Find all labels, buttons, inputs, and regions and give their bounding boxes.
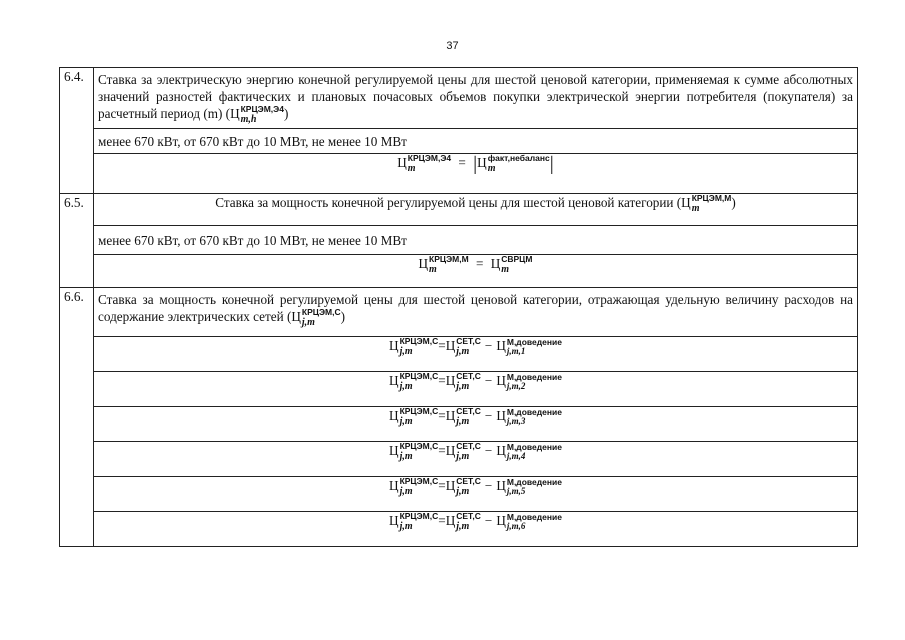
formula: Ц КРЦЭМ,С j,m =Ц СЕТ,С j,m − Ц М,доведение j,m,1 [94, 337, 858, 372]
title-text: Ставка за электрическую энергию конечной регулируемой цены для шестой ценовой категории, применяемая к сумме абсолютных значений разностей фактических и плановых почасовых объемов покупки электрической энергии потребителя (покупателя) за расчетный период (m) (Ц [98, 72, 853, 121]
abs-bar-left: | [473, 152, 478, 175]
section-number: 6.5. [60, 194, 94, 288]
formula: Ц КРЦЭМ,С j,m =Ц СЕТ,С j,m − Ц М,доведение j,m,6 [94, 512, 858, 547]
condition-text: менее 670 кВт, от 670 кВт до 10 МВт, не менее 10 МВт [94, 129, 858, 154]
section-title: Ставка за мощность конечной регулируемой цены для шестой ценовой категории (Ц КРЦЭМ,М m ) [94, 194, 858, 226]
section-6-4-header-row [60, 68, 858, 129]
section-6-4-condition-row [60, 129, 858, 154]
formula-row [60, 337, 858, 372]
section-6-5-formula-row [60, 255, 858, 288]
section-6-6-header-row [60, 288, 858, 337]
page-number: 37 [446, 40, 459, 52]
section-6-5-header-row [60, 194, 858, 226]
section-title: Ставка за электрическую энергию конечной регулируемой цены для шестой ценовой категории, применяемая к сумме абсолютных значений разностей фактических и плановых почасовых объемов покупки электрической энергии потребителя (покупателя) за расчетный период (m) (Ц КРЦЭМ,Э4 m,h ) [94, 68, 858, 129]
formula-row [60, 512, 858, 547]
formula-row [60, 442, 858, 477]
formula: Ц КРЦЭМ,С j,m =Ц СЕТ,С j,m − Ц М,доведение j,m,3 [94, 407, 858, 442]
formula-row [60, 477, 858, 512]
formula: Ц КРЦЭМ,М m = Ц СВРЦМ m [94, 255, 858, 288]
title-text: Ставка за мощность конечной регулируемой цены для шестой ценовой категории, отражающая удельную величину расходов на содержание электрических сетей (Ц [98, 292, 853, 324]
condition-text: менее 670 кВт, от 670 кВт до 10 МВт, не менее 10 МВт [94, 226, 858, 255]
formula: Ц КРЦЭМ,С j,m =Ц СЕТ,С j,m − Ц М,доведение j,m,2 [94, 372, 858, 407]
section-6-4-formula-row [60, 154, 858, 194]
section-number: 6.6. [60, 288, 94, 547]
formula-row [60, 372, 858, 407]
section-number: 6.4. [60, 68, 94, 194]
formula: Ц КРЦЭМ,С j,m =Ц СЕТ,С j,m − Ц М,доведение j,m,4 [94, 442, 858, 477]
section-6-5-condition-row [60, 226, 858, 255]
section-title: Ставка за мощность конечной регулируемой цены для шестой ценовой категории, отражающая удельную величину расходов на содержание электрических сетей (Ц КРЦЭМ,С j,m ) [94, 288, 858, 337]
abs-bar-right: | [549, 152, 554, 175]
formula: Ц КРЦЭМ,С j,m =Ц СЕТ,С j,m − Ц М,доведение j,m,5 [94, 477, 858, 512]
tariff-table [59, 67, 858, 547]
formula-row [60, 407, 858, 442]
title-text: Ставка за мощность конечной регулируемой цены для шестой ценовой категории (Ц [215, 195, 691, 210]
formula: Ц КРЦЭМ,Э4 m = |Ц факт,небаланс m | [94, 154, 858, 194]
symbol-indices: КРЦЭМ,Э4 m,h [240, 104, 284, 125]
